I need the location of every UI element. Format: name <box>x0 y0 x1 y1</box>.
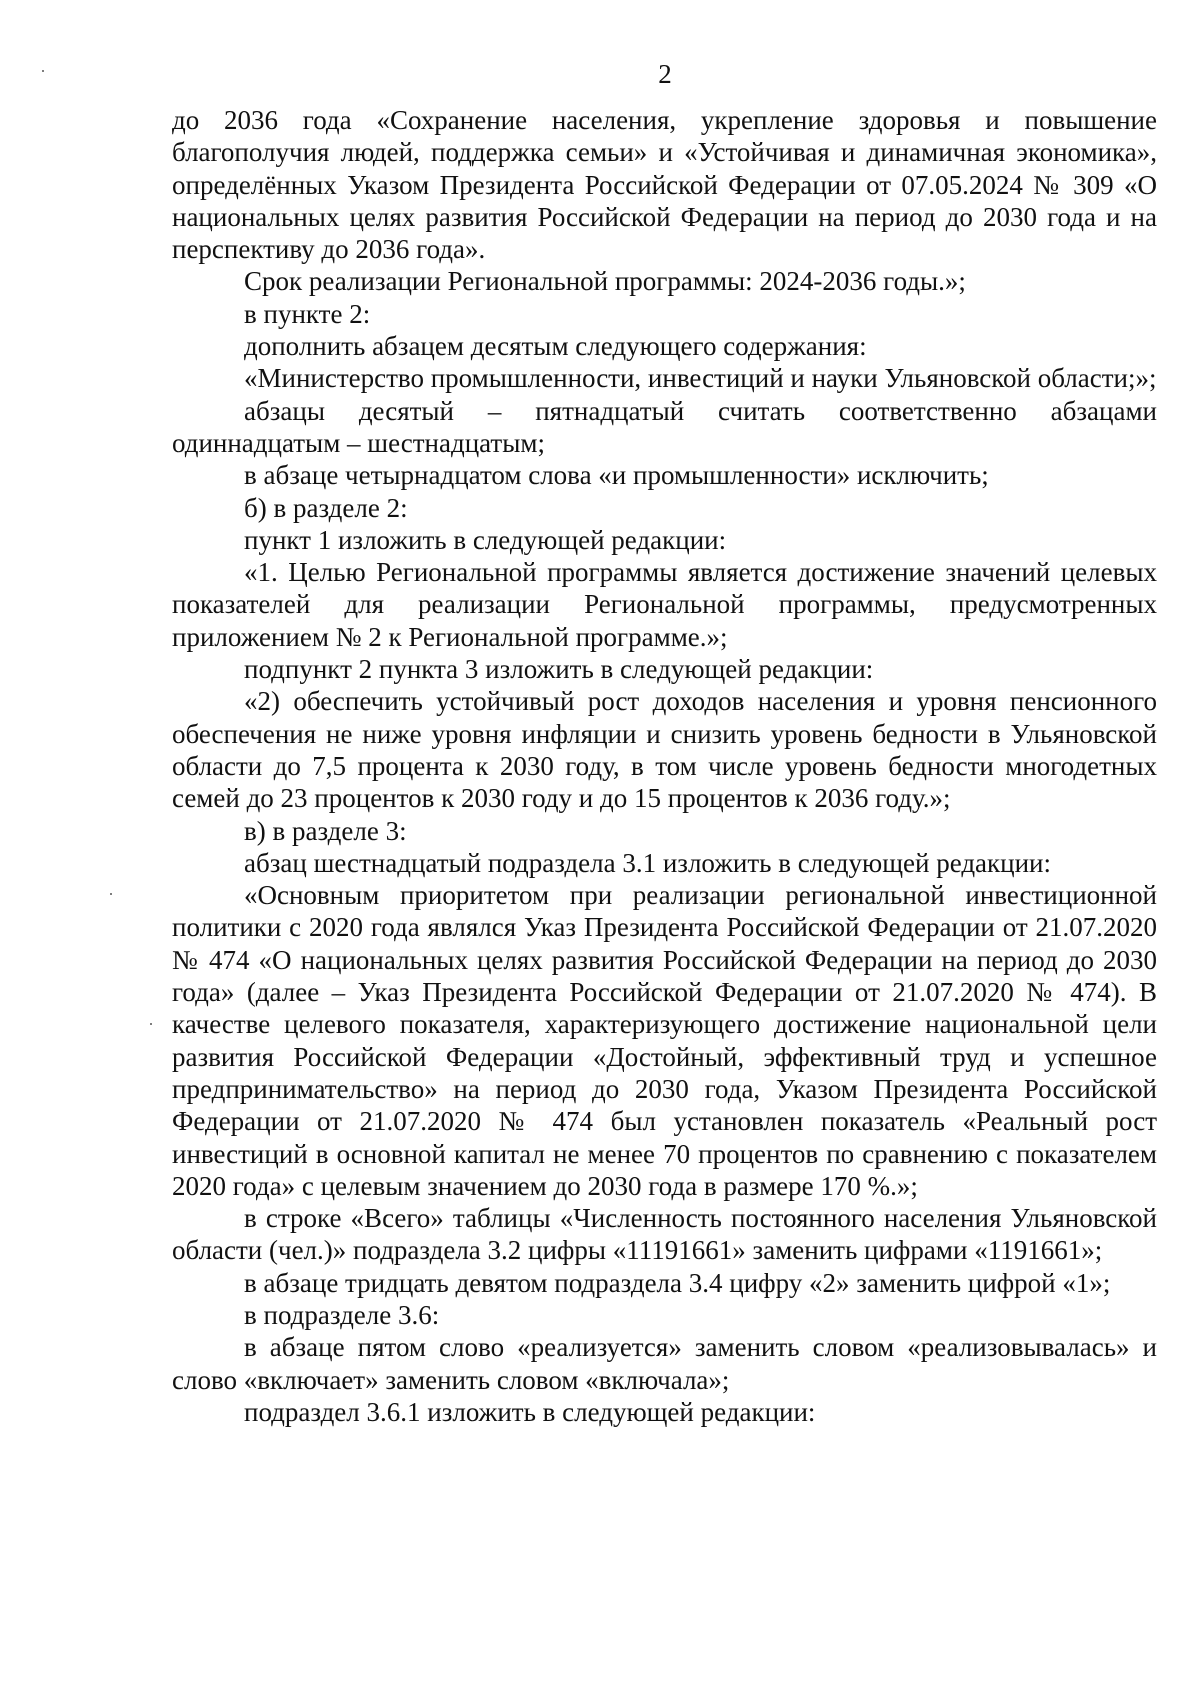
paragraph-income-growth: «2) обеспечить устойчивый рост доходов населения и уровня пенсионного обеспечения не ниже уровня инфляции и снизить уровень бедности в Ульяновской области до 7,5 процента к 2030 году, в том числе уровень бедности многодетных семей до 23 процентов к 2030 году и до 15 процентов к 2036 году.»; <box>172 686 1157 814</box>
paragraph-point-1: пункт 1 изложить в следующей редакции: <box>244 524 727 555</box>
scan-speck <box>110 893 112 895</box>
paragraph-subsection-3-6-1: подраздел 3.6.1 изложить в следующей редакции: <box>244 1396 816 1427</box>
paragraph-goal: «1. Целью Региональной программы является достижение значений целевых показателей для реализации Региональной программы, предусмотренных приложением № 2 к Региональной программе.»; <box>172 557 1157 652</box>
paragraph-add-tenth: дополнить абзацем десятым следующего содержания: <box>244 331 867 362</box>
paragraph-point-2: в пункте 2: <box>244 298 371 329</box>
paragraph-subsection-3-6: в подразделе 3.6: <box>244 1299 440 1330</box>
paragraph-renumber: абзацы десятый – пятнадцатый считать соответственно абзацами одиннадцатым – шестнадцатым; <box>172 395 1157 458</box>
paragraph-section-3: в) в разделе 3: <box>244 815 407 846</box>
paragraph-section-2: б) в разделе 2: <box>244 492 408 523</box>
paragraph-term: Срок реализации Региональной программы: 2024-2036 годы.»; <box>244 266 966 297</box>
paragraph-exclude-words: в абзаце четырнадцатом слова «и промышленности» исключить; <box>244 460 989 491</box>
paragraph-continuation: до 2036 года «Сохранение населения, укрепление здоровья и повышение благополучия людей, поддержка семьи» и «Устойчивая и динамичная экономика», определённых Указом Президента Российской Федерации от 07.05.2024 № 309 «О национальных целях развития Российской Федерации на период до 2030 года и на перспективу до 2036 года». <box>172 105 1157 265</box>
document-body <box>172 104 1157 1428</box>
paragraph-subsection-3-1: абзац шестнадцатый подраздела 3.1 изложить в следующей редакции: <box>244 847 1052 878</box>
scan-speck <box>42 70 44 72</box>
paragraph-investment-policy: «Основным приоритетом при реализации региональной инвестиционной политики с 2020 года являлся Указ Президента Российской Федерации от 21.07.2020 № 474 «О национальных целях развития Российской Федерации на период до 2030 года» (далее – Указ Президента Российской Федерации от 21.07.2020 № 474). В качестве целевого показателя, характеризующего достижение национальной цели развития Российской Федерации «Достойный, эффективный труд и успешное предпринимательство» на период до 2030 года, Указом Президента Российской Федерации от 21.07.2020 № 474 был установлен показатель «Реальный рост инвестиций в основной капитал не менее 70 процентов по сравнению с показателем 2020 года» с целевым значением до 2030 года в размере 170 %.»; <box>172 880 1157 1201</box>
page-number: 2 <box>658 59 672 89</box>
paragraph-fifth-abzac: в абзаце пятом слово «реализуется» заменить словом «реализовывалась» и слово «включает» заменить словом «включала»; <box>172 1332 1157 1395</box>
paragraph-subsection-3-4: в абзаце тридцать девятом подраздела 3.4 цифру «2» заменить цифрой «1»; <box>244 1267 1111 1298</box>
scan-speck <box>150 1023 152 1025</box>
paragraph-ministry: «Министерство промышленности, инвестиций и науки Ульяновской области;»; <box>244 363 1157 394</box>
paragraph-population-table: в строке «Всего» таблицы «Численность постоянного населения Ульяновской области (чел.)» подраздела 3.2 цифры «11191661» заменить цифрами «1191661»; <box>172 1203 1157 1266</box>
paragraph-subpoint-2: подпункт 2 пункта 3 изложить в следующей редакции: <box>244 654 874 685</box>
